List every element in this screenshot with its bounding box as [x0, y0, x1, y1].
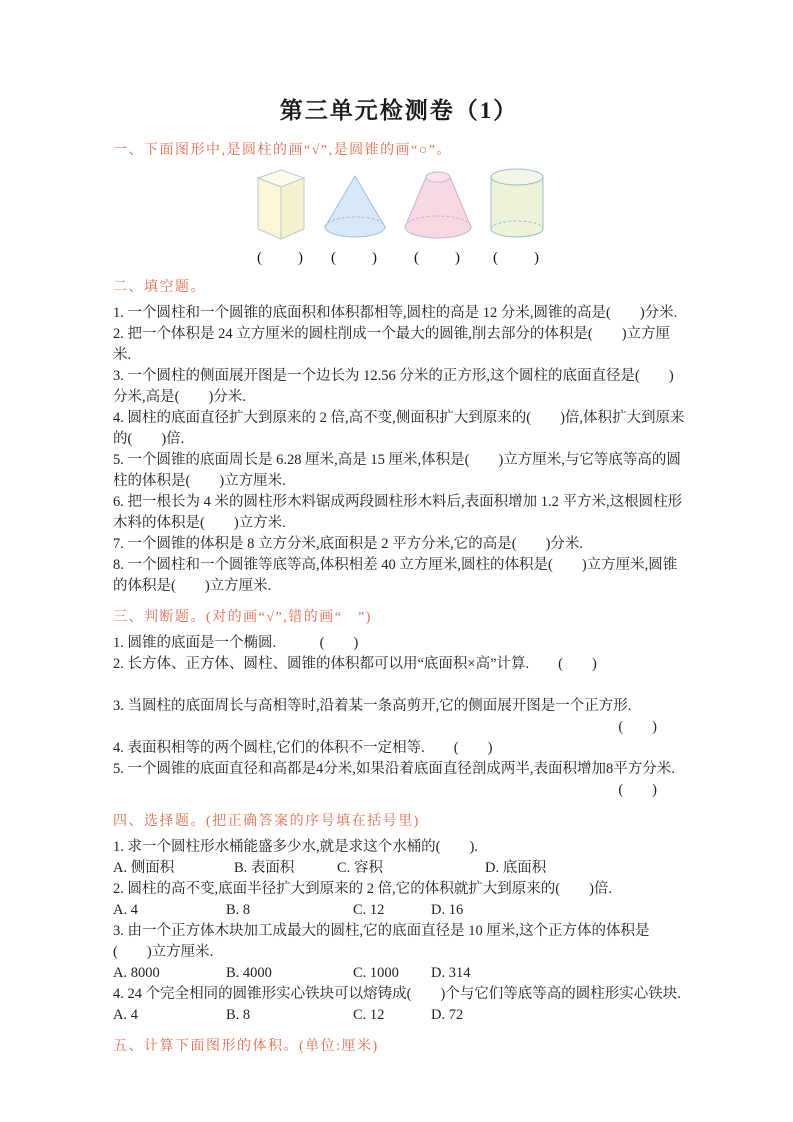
judge-question: 4. 表面积相等的两个圆柱,它们的体积不一定相等. ( ) — [113, 740, 493, 756]
frustum-figure — [403, 167, 473, 241]
judge-question: 1. 圆锥的底面是一个椭圆. ( ) — [113, 635, 359, 651]
fill-blank-question: 8. 一个圆柱和一个圆锥等底等高,体积相差 40 立方厘米,圆柱的体积是( )立方厘米,圆锥的体积是( )立方厘米. — [113, 557, 678, 594]
fill-blank-question: 1. 一个圆柱和一个圆锥的底面积和体积都相等,圆柱的高是 12 分米,圆锥的高是( )分米. — [113, 305, 678, 321]
answer-bracket: ( ) — [331, 250, 379, 266]
triangular-prism-figure — [255, 167, 307, 241]
cylinder-figure — [489, 167, 545, 241]
choice-option: D. 底面积 — [485, 860, 547, 876]
choice-option: A. 侧面积 — [113, 860, 175, 876]
answer-bracket: ( ) — [257, 250, 305, 266]
judge-question: 3. 当圆柱的底面周长与高相等时,沿着某一条高剪开,它的侧面展开图是一个正方形. — [113, 698, 632, 714]
choice-option: C. 12 — [353, 902, 385, 918]
choice-option: A. 4 — [113, 902, 138, 918]
choice-question: 1. 求一个圆柱形水桶能盛多少水,就是求这个水桶的( ). — [113, 839, 478, 855]
shape-triangular-prism — [255, 167, 307, 267]
choice-options-row — [113, 963, 685, 984]
fill-blank-question: 5. 一个圆锥的底面周长是 6.28 厘米,高是 15 厘米,体积是( )立方厘米,与它等底等高的圆柱的体积是( )立方厘米. — [113, 452, 681, 489]
fill-blank-question: 2. 把一个体积是 24 立方厘米的圆柱削成一个最大的圆锥,削去部分的体积是( )立方厘米. — [113, 326, 671, 363]
choice-option: C. 容积 — [337, 860, 383, 876]
judge-question: 2. 长方体、正方体、圆柱、圆锥的体积都可以用“底面积×高”计算. ( ) — [113, 656, 597, 672]
choice-option: C. 1000 — [353, 965, 399, 981]
choice-option: C. 12 — [353, 1007, 385, 1023]
answer-bracket: ( ) — [414, 250, 462, 266]
choice-question: 3. 由一个正方体木块加工成最大的圆柱,它的底面直径是 10 厘米,这个正方体的体积是( )立方厘米. — [113, 923, 650, 960]
judge-question: 5. 一个圆锥的底面直径和高都是4分米,如果沿着底面直径剖成两半,表面积增加8平方分米. — [113, 761, 675, 777]
section-four-heading: 四、选择题。(把正确答案的序号填在括号里) — [113, 814, 420, 829]
section-multiple-choice — [113, 812, 685, 1026]
section-true-false — [113, 608, 685, 801]
judge-answer-bracket: ( ) — [618, 719, 657, 735]
shape-cone — [323, 173, 387, 267]
section-shape-identification — [113, 141, 685, 267]
judge-answer-bracket: ( ) — [618, 782, 657, 798]
fill-blank-question: 7. 一个圆锥的体积是 8 立方分米,底面积是 2 平方分米,它的高是( )分米. — [113, 536, 584, 552]
section-two-heading: 二、填空题。 — [113, 280, 206, 295]
choice-options-row — [113, 1005, 685, 1026]
choice-option: B. 4000 — [226, 965, 272, 981]
cone-figure — [323, 173, 387, 241]
choice-options-row — [113, 858, 685, 879]
choice-option: D. 16 — [431, 902, 464, 918]
fill-blank-question: 4. 圆柱的底面直径扩大到原来的 2 倍,高不变,侧面积扩大到原来的( )倍,体积扩大到原来的( )倍. — [113, 410, 685, 447]
choice-option: A. 4 — [113, 1007, 138, 1023]
fill-blank-question: 6. 把一根长为 4 米的圆柱形木料锯成两段圆柱形木料后,表面积增加 1.2 平方米,这根圆柱形木料的体积是( )立方米. — [113, 494, 683, 531]
shape-frustum — [403, 167, 473, 267]
section-five-heading: 五、计算下面图形的体积。(单位:厘米) — [113, 1039, 379, 1054]
choice-options-row — [113, 900, 685, 921]
section-volume-calculation — [113, 1037, 685, 1057]
section-three-heading: 三、判断题。(对的画“√”,错的画“ ”) — [113, 610, 372, 625]
section-fill-blanks — [113, 278, 685, 597]
section-one-heading: 一、下面图形中,是圆柱的画“√”,是圆锥的画“○”。 — [113, 143, 452, 158]
fill-blank-question: 3. 一个圆柱的侧面展开图是一个边长为 12.56 分米的正方形,这个圆柱的底面直径是( )分米,高是( )分米. — [113, 368, 674, 405]
choice-option: B. 表面积 — [234, 860, 295, 876]
choice-option: B. 8 — [226, 1007, 251, 1023]
shape-cylinder — [489, 167, 545, 267]
choice-option: D. 72 — [431, 1007, 464, 1023]
shapes-row — [255, 167, 685, 267]
choice-option: A. 8000 — [113, 965, 160, 981]
choice-option: B. 8 — [226, 902, 251, 918]
choice-option: D. 314 — [431, 965, 471, 981]
page-title: 第三单元检测卷（1） — [279, 98, 519, 123]
answer-bracket: ( ) — [493, 250, 541, 266]
choice-question: 4. 24 个完全相同的圆锥形实心铁块可以熔铸成( )个与它们等底等高的圆柱形实心铁块. — [113, 986, 681, 1002]
choice-question: 2. 圆柱的高不变,底面半径扩大到原来的 2 倍,它的体积就扩大到原来的( )倍. — [113, 881, 613, 897]
